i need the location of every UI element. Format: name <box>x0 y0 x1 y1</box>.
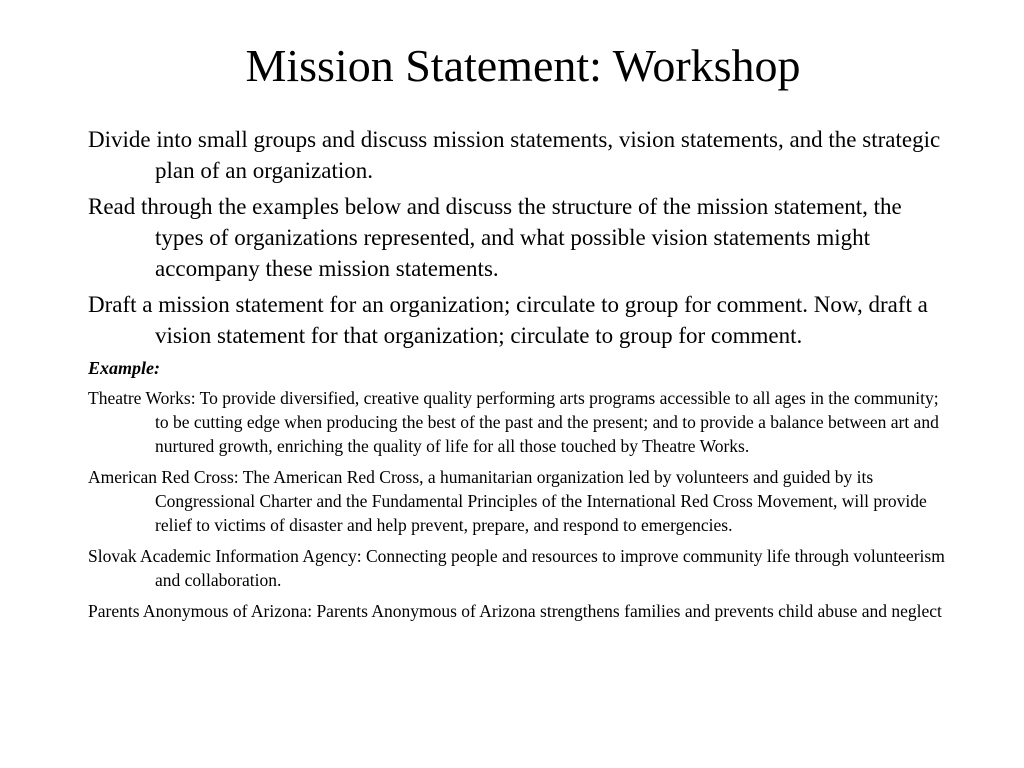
example-slovak-academic-information-agency: Slovak Academic Information Agency: Connecting people and resources to improve community life through volunteerism and collaboration. <box>88 546 945 590</box>
slide-body <box>88 124 948 630</box>
example-label: Example: <box>88 358 160 378</box>
instruction-draft-statement: Draft a mission statement for an organization; circulate to group for comment. Now, draft a vision statement for that organization; circulate to group for comment. <box>88 292 928 348</box>
instruction-divide-groups: Divide into small groups and discuss mission statements, vision statements, and the strategic plan of an organization. <box>88 127 941 183</box>
example-american-red-cross: American Red Cross: The American Red Cross, a humanitarian organization led by volunteers and guided by its Congressional Charter and the Fundamental Principles of the International Red Cross Movement, will provide relief to victims of disaster and help prevent, prepare, and respond to emergencies. <box>88 467 927 535</box>
example-theatre-works: Theatre Works: To provide diversified, creative quality performing arts programs accessible to all ages in the community; to be cutting edge when producing the best of the past and the present; and to provide a balance between art and nurtured growth, enriching the quality of life for all those touched by Theatre Works. <box>88 388 939 456</box>
slide-title: Mission Statement: Workshop <box>245 40 801 91</box>
example-parents-anonymous-arizona: Parents Anonymous of Arizona: Parents Anonymous of Arizona strengthens families and prevents child abuse and neglect <box>88 601 942 621</box>
instruction-read-examples: Read through the examples below and discuss the structure of the mission statement, the types of organizations represented, and what possible vision statements might accompany these mission statements. <box>88 194 902 281</box>
